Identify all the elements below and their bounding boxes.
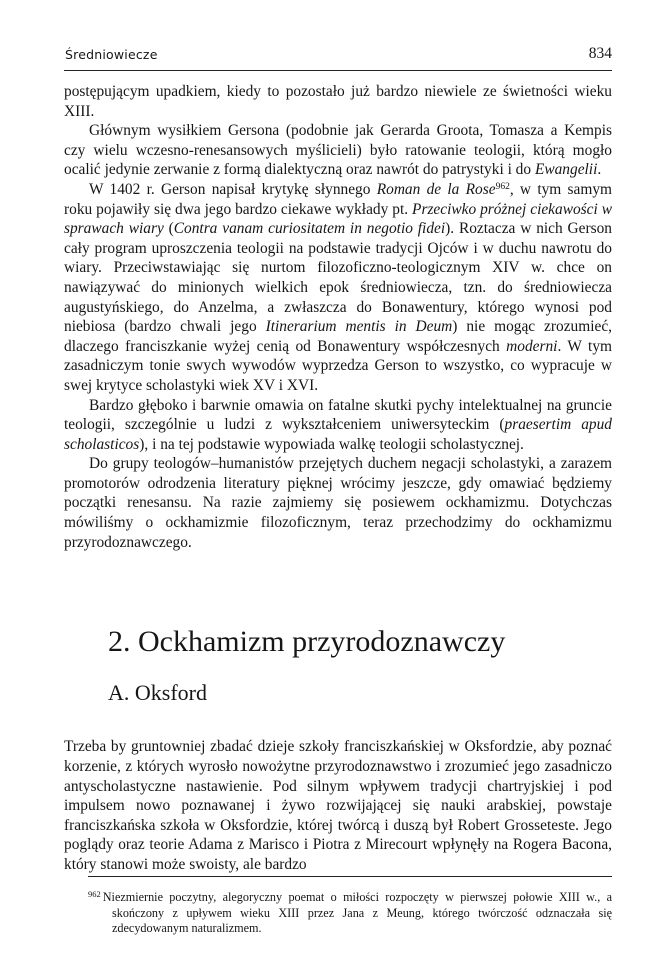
paragraph-4: Bardzo głęboko i barwnie omawia on fatalne skutki pychy intelektualnej na gruncie teologii, szczególnie u ludzi z wykształceniem uniwersyteckim (praesertim apud scholasticos), i na tej podstawie wypowiada walkę teologii scholastycznej.	[64, 396, 612, 453]
paragraph-3: W 1402 r. Gerson napisał krytykę słynnego Roman de la Rose$^{962}$, w tym samym roku pojawiły się dwa jego bardzo ciekawe wykłady pt. Przeciwko próżnej ciekawości w sprawach wiary (Contra vanam curiositatem in negotio fidei). Roztacza w nich Gerson cały program uproszczenia teologii na podstawie tradycji Ojców i w duchu nawrotu do wiary. Przeciwstawiając się nurtom filozoficzno-teologicznym XIV w. chce on nawiązywać do minionych wielkich epok średniowiecza, tzn. do średniowiecza augustyńskiego, do Anzelma, a zwłaszcza do Bonawentury, którego wynosi pod niebiosa (bardzo chwali jego Itinerarium mentis in Deum) nie mogąc zrozumieć, dlaczego franciszkanie wyżej cenią od Bonawentury współczesnych moderni. W tym zasadniczym tonie swych wywodów wyprzedza Gerson to wszystko, co wypracuje w swej krytyce scholastyki wiek XV i XVI.	[64, 180, 612, 394]
page-header	[64, 44, 612, 71]
page-number: 834	[588, 45, 612, 62]
footnote-divider	[88, 876, 612, 877]
paragraph-5: Do grupy teologów–humanistów przejętych duchem negacji scholastyki, a zarazem promotorów odrodzenia literatury pięknej wrócimy jeszcze, gdy omawiać będziemy początki renesansu. Na razie zajmiemy się posiewem ockhamizmu. Dotychczas mówiliśmy o ockhamizmie filozoficznym, teraz przechodzimy do ockhamizmu przyrodoznawczego.	[64, 455, 612, 551]
section-heading: 2. Ockhamizm przyrodoznawczy	[108, 625, 506, 658]
running-title: Średniowiecze	[65, 47, 158, 62]
footnote-reference[interactable]: 962	[495, 181, 510, 192]
section-paragraph-1: Trzeba by gruntowniej zbadać dzieje szkoły franciszkańskiej w Oksfordzie, aby poznać korzenie, z których wyrosło nowożytne przyrodoznawstwo i zrozumieć jego zasadniczo antyscholastyczne nastawienie. Pod silnym wpływem tradycji chartryjskiej i pod impulsem nowo poznawanej i żywo rozwijającej się nauki arabskiej, powstaje franciszkańska szkoła w Oksfordzie, której twórcą i duszą był Robert Grosseteste. Jego poglądy oraz teorie Adama z Marisco i Piotra z Mirecourt wpłynęły na Rogera Bacona, który stanowi może swoisty, ale bardzo	[64, 738, 612, 873]
paragraph-1: postępującym upadkiem, kiedy to pozostało już bardzo niewiele ze świetności wieku XIII.	[64, 83, 612, 120]
footnote	[88, 890, 612, 937]
section-text	[64, 722, 612, 890]
subsection-heading: A. Oksford	[108, 680, 207, 705]
main-text	[64, 82, 612, 552]
footnote-text: Niezmiernie poczytny, alegoryczny poemat o miłości rozpoczęty w pierwszej połowie XIII w., a skończony z upływem wieku XIII przez Jana z Meung, którego twórczość odznaczała się zdecydowanym naturalizmem.	[102, 890, 612, 935]
footnote-number: 962	[88, 889, 101, 899]
paragraph-2: Głównym wysiłkiem Gersona (podobnie jak Gerarda Groota, Tomasza a Kempis czy wielu wczesno-renesansowych myślicieli) było ratowanie teologii, którą mogło ocalić jedynie zerwanie z formą dialektyczną oraz nawrót do patrystyki i do Ewangelii.	[64, 122, 612, 179]
